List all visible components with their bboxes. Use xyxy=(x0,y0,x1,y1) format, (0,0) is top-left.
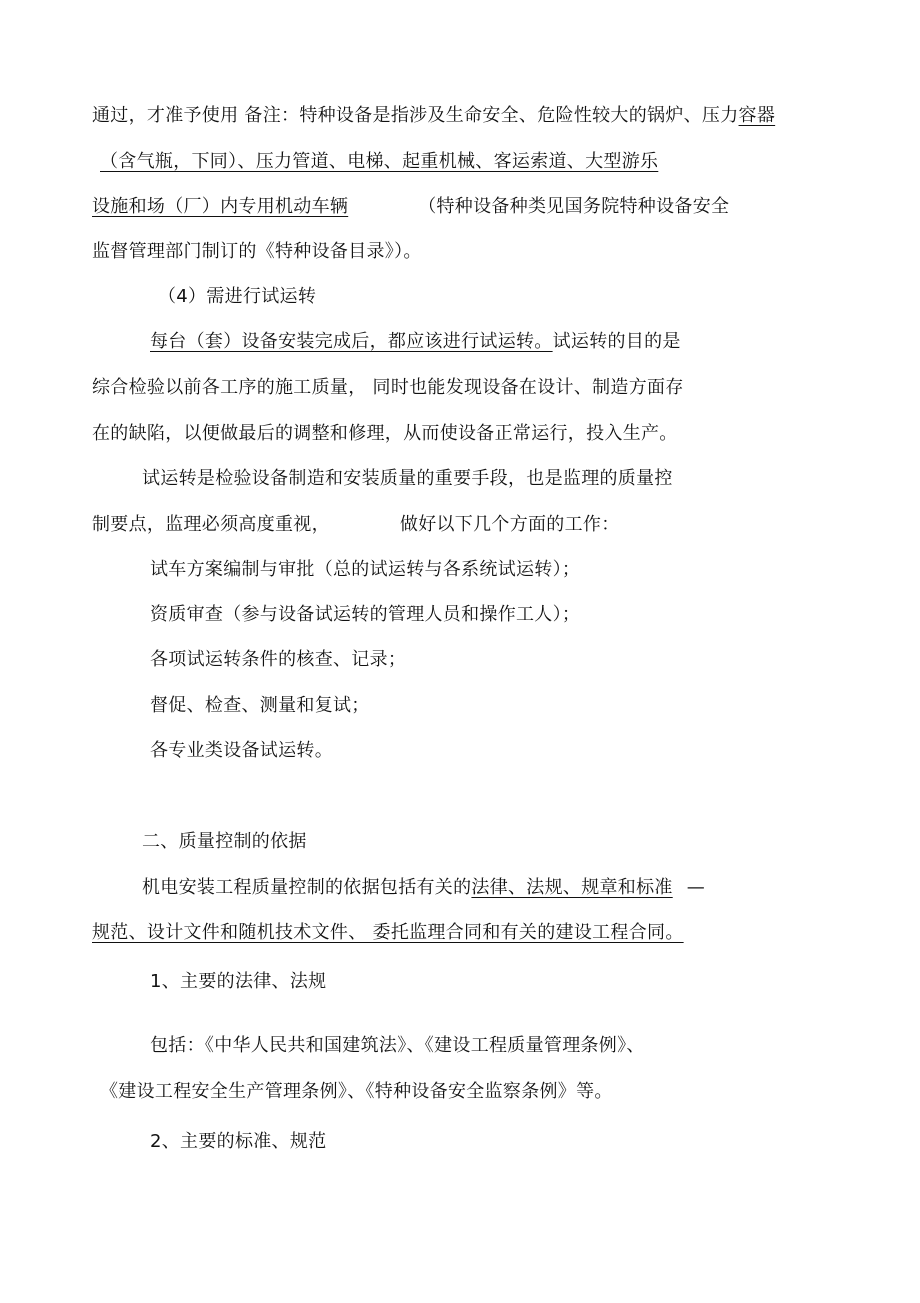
text-run: 制要点，监理必须高度重视， xyxy=(92,514,330,535)
text-run: 《建设工程安全生产管理条例》、《特种设备安全监察条例》等。 xyxy=(100,1081,613,1102)
underlined-text: （含气瓶，下同）、压力管道、电梯、起重机械、客运索道、大型游乐 xyxy=(100,151,659,172)
list-item-4 xyxy=(150,694,370,718)
text-line-2 xyxy=(100,150,658,174)
text-run: 试车方案编制与审批（总的试运转与各系统试运转）； xyxy=(150,559,581,580)
text-run: 1、主要的法律、法规 xyxy=(150,971,327,992)
text-line-9 xyxy=(142,467,673,491)
text-run: 二、质量控制的依据 xyxy=(142,831,307,852)
text-run: 监督管理部门制订的《特种设备目录》）。 xyxy=(92,241,422,262)
underlined-text: 每台（套）设备安装完成后，都应该进行试运转。 xyxy=(150,331,553,352)
text-run: 各专业类设备试运转。 xyxy=(150,740,333,761)
text-line-10 xyxy=(92,513,620,537)
text-run: 通过，才准予使用 备注：特种设备是指涉及生命安全、危险性较大的锅炉、压力 xyxy=(92,105,739,126)
text-run: 各项试运转条件的核查、记录； xyxy=(150,649,407,670)
text-run: 机电安装工程质量控制的依据包括有关的 xyxy=(142,877,472,898)
subheading-2 xyxy=(150,1130,326,1154)
text-run: 资质审查（参与设备试运转的管理人员和操作工人）； xyxy=(150,604,581,625)
text-run: （4）需进行试运转 xyxy=(158,286,317,307)
text-run: 试运转是检验设备制造和安装质量的重要手段，也是监理的质量控 xyxy=(142,468,673,489)
text-line-4 xyxy=(92,240,422,264)
list-item-5 xyxy=(150,739,333,763)
section-heading-4 xyxy=(158,285,316,309)
underlined-text: 法律、法规、规章和标准 xyxy=(471,877,673,898)
underlined-text: 容器 xyxy=(738,105,776,126)
text-line-17 xyxy=(142,876,705,900)
text-line-18 xyxy=(92,921,684,945)
list-item-2 xyxy=(150,603,580,627)
list-item-3 xyxy=(150,648,406,672)
text-line-20 xyxy=(150,1034,645,1058)
text-line-7 xyxy=(92,376,684,400)
text-run: 试运转的目的是 xyxy=(552,331,681,352)
text-line-6 xyxy=(150,330,681,354)
text-line-1 xyxy=(92,104,775,128)
text-run: 2、主要的标准、规范 xyxy=(150,1131,327,1152)
list-item-1 xyxy=(150,558,580,582)
text-run: — xyxy=(686,877,706,898)
subheading-1 xyxy=(150,970,326,994)
text-run: 督促、检查、测量和复试； xyxy=(150,695,370,716)
underlined-text: 规范、设计文件和随机技术文件、 委托监理合同和有关的建设工程合同。 xyxy=(92,922,684,943)
text-run: 包括：《中华人民共和国建筑法》、《建设工程质量管理条例》、 xyxy=(150,1035,645,1056)
text-line-8 xyxy=(92,422,678,446)
text-run: 在的缺陷，以便做最后的调整和修理，从而使设备正常运行，投入生产。 xyxy=(92,423,678,444)
text-run: 做好以下几个方面的工作： xyxy=(399,514,620,535)
text-run: 综合检验以前各工序的施工质量， 同时也能发现设备在设计、制造方面存 xyxy=(92,377,684,398)
underlined-text: 设施和场（厂）内专用机动车辆 xyxy=(92,196,349,217)
section-heading-2 xyxy=(142,830,307,854)
text-line-3 xyxy=(92,195,729,219)
text-line-21 xyxy=(100,1080,613,1104)
text-run: （特种设备种类见国务院特种设备安全 xyxy=(418,196,730,217)
